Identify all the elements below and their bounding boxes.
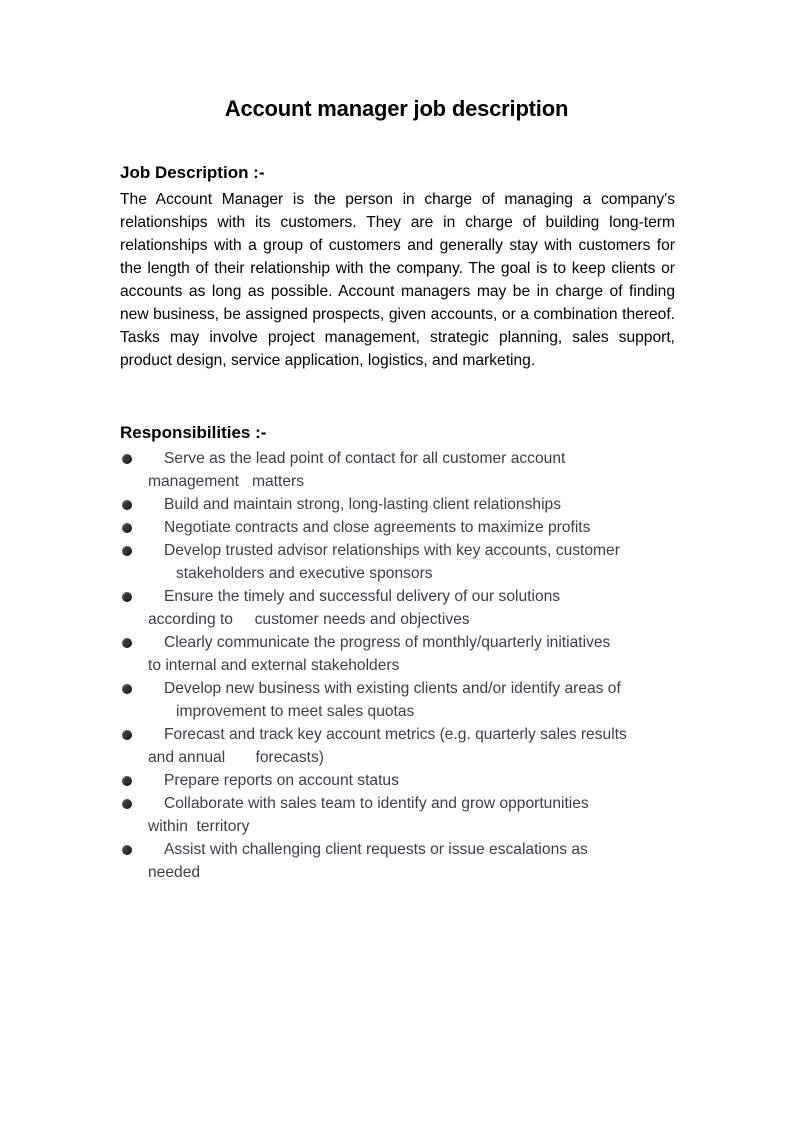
document-title: Account manager job description — [224, 96, 569, 121]
responsibility-text: Collaborate with sales team to identify and grow opportunities — [164, 795, 589, 812]
responsibility-text-continued: improvement to meet sales quotas — [176, 703, 415, 720]
responsibility-text: Prepare reports on account status — [164, 772, 399, 789]
responsibility-text: Build and maintain strong, long-lasting client relationships — [164, 496, 562, 513]
bullet-icon — [122, 546, 132, 556]
responsibility-item — [120, 631, 680, 677]
responsibility-item — [120, 493, 680, 516]
responsibility-text-continued: according to customer needs and objectives — [148, 611, 470, 628]
bullet-icon — [122, 592, 132, 602]
bullet-icon — [122, 523, 132, 533]
responsibility-item — [120, 677, 680, 723]
bullet-icon — [122, 638, 132, 648]
responsibility-text-continued: within territory — [148, 818, 250, 835]
bullet-icon — [122, 454, 132, 464]
responsibility-text-continued: and annual forecasts) — [148, 749, 324, 766]
responsibility-item — [120, 723, 680, 769]
responsibility-text-continued: stakeholders and executive sponsors — [176, 565, 433, 582]
responsibilities-heading: Responsibilities :- — [120, 423, 267, 442]
responsibility-text-continued: management matters — [148, 473, 305, 490]
responsibility-text: Serve as the lead point of contact for all customer account — [164, 450, 566, 467]
responsibility-item — [120, 447, 680, 493]
responsibility-item — [120, 838, 680, 884]
responsibility-text: Negotiate contracts and close agreements to maximize profits — [164, 519, 591, 536]
responsibility-item — [120, 585, 680, 631]
responsibility-item — [120, 792, 680, 838]
responsibility-text: Clearly communicate the progress of monthly/quarterly initiatives — [164, 634, 611, 651]
bullet-icon — [122, 799, 132, 809]
bullet-icon — [122, 500, 132, 510]
responsibility-item — [120, 539, 680, 585]
responsibility-item — [120, 769, 680, 792]
responsibility-text: Assist with challenging client requests or issue escalations as — [164, 841, 588, 858]
bullet-icon — [122, 845, 132, 855]
bullet-icon — [122, 684, 132, 694]
bullet-icon — [122, 730, 132, 740]
bullet-icon — [122, 776, 132, 786]
job-description-paragraph: The Account Manager is the person in charge of managing a company's relationships with its customers. They are in charge of building long-term relationships with a group of customers and generally stay with customers for the length of their relationship with the company. The goal is to keep clients or accounts as long as possible. Account managers may be in charge of finding new business, be assigned prospects, given accounts, or a combination thereof. Tasks may involve project management, strategic planning, sales support, product design, service application, logistics, and marketing. — [120, 191, 675, 369]
job-description-heading: Job Description :- — [120, 163, 265, 182]
responsibility-item — [120, 516, 680, 539]
responsibility-text: Develop trusted advisor relationships with key accounts, customer — [164, 542, 620, 559]
responsibility-text-continued: to internal and external stakeholders — [148, 657, 400, 674]
responsibilities-list — [120, 447, 680, 884]
responsibility-text: Ensure the timely and successful delivery of our solutions — [164, 588, 561, 605]
responsibility-text: Develop new business with existing clients and/or identify areas of — [164, 680, 621, 697]
responsibility-text: Forecast and track key account metrics (e.g. quarterly sales results — [164, 726, 627, 743]
responsibility-text-continued: needed — [148, 864, 201, 881]
